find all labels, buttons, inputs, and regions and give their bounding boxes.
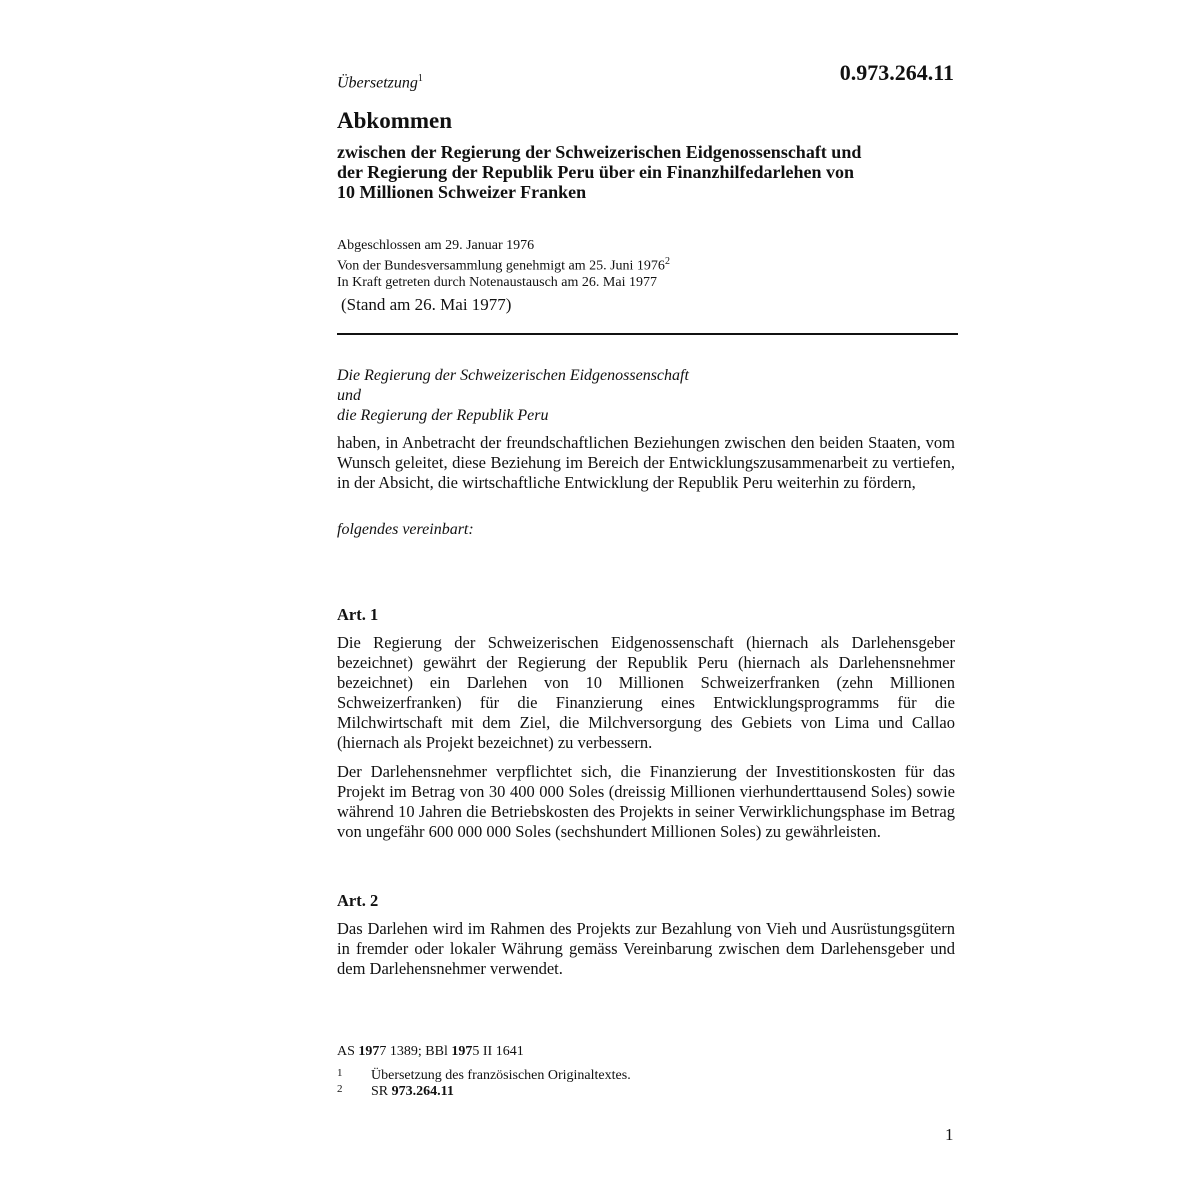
subtitle-line: zwischen der Regierung der Schweizerischen Eidgenossenschaft und bbox=[337, 142, 862, 162]
document-subtitle bbox=[337, 142, 957, 202]
document-title: Abkommen bbox=[337, 108, 453, 133]
article-paragraph: Das Darlehen wird im Rahmen des Projekts zur Bezahlung von Vieh und Ausrüstungsgütern in fremder oder lokaler Währung gemäss Vereinbarung zwischen dem Darlehensgeber und dem Darlehensnehmer verwendet. bbox=[337, 919, 955, 978]
party-line: und bbox=[337, 387, 361, 404]
preamble-paragraph: haben, in Anbetracht der freundschaftlichen Beziehungen zwischen den beiden Staaten, vom Wunsch geleitet, diese Beziehung im Bereich der Entwicklungszusammenarbeit zu vertiefen, in der Absicht, die wirtschaftliche Entwicklung der Republik Peru weiterhin zu fördern, bbox=[337, 433, 955, 492]
approved-date: Von der Bundesversammlung genehmigt am 25. Juni 1976$^2$ bbox=[337, 256, 670, 274]
subtitle-line: der Regierung der Republik Peru über ein Finanzhilfedarlehen von bbox=[337, 162, 855, 182]
footnote-mark: 1 bbox=[417, 73, 423, 84]
footnote-text: Übersetzung des französischen Originaltextes. bbox=[371, 1068, 631, 1083]
source-reference: AS 1977 1389; BBl 1975 II 1641 bbox=[337, 1044, 524, 1059]
footnote-number: 2 bbox=[337, 1083, 343, 1095]
page-number: 1 bbox=[945, 1125, 954, 1144]
translation-label: Übersetzung$^1$ bbox=[337, 73, 423, 92]
article-heading: Art. 2 bbox=[337, 891, 379, 910]
sr-number: 0.973.264.11 bbox=[839, 60, 954, 85]
party-line: die Regierung der Republik Peru bbox=[337, 407, 549, 424]
article-paragraph: Der Darlehensnehmer verpflichtet sich, die Finanzierung der Investitionskosten für das Projekt im Betrag von 30 400 000 Soles (dreissig Millionen vierhunderttausend Soles) sowie während 10 Jahren die Betriebskosten des Projekts in seiner Verwirklichungsphase im Betrag von ungefähr 600 000 000 Soles (sechshundert Millionen Soles) zu gewährleisten. bbox=[337, 762, 955, 841]
footnote-number: 1 bbox=[337, 1067, 343, 1079]
article-heading: Art. 1 bbox=[337, 605, 379, 624]
footnote: 2 SR 973.264.11 bbox=[337, 1083, 454, 1099]
in-force-date: In Kraft getreten durch Notenaustausch am 26. Mai 1977 bbox=[337, 274, 657, 290]
footnote-sr-number: 973.264.11 bbox=[391, 1084, 454, 1099]
article-paragraph: Die Regierung der Schweizerischen Eidgenossenschaft (hiernach als Darlehensgeber bezeichnet) gewährt der Regierung der Republik Peru (hiernach als Darlehensnehmer bezeichnet) ein Darlehen von 10 Millionen Schweizerfranken (zehn Millionen Schweizerfranken) für die Finanzierung eines Entwicklungsprogramms für die Milchwirtschaft mit dem Ziel, die Milchversorgung des Gebiets von Lima und Callao (hiernach als Projekt bezeichnet) zu verbessern. bbox=[337, 633, 955, 752]
preamble-closing: folgendes vereinbart: bbox=[337, 521, 474, 538]
subtitle-line: 10 Millionen Schweizer Franken bbox=[337, 182, 587, 202]
party-line: Die Regierung der Schweizerischen Eidgenossenschaft bbox=[337, 367, 689, 384]
concluded-date: Abgeschlossen am 29. Januar 1976 bbox=[337, 238, 535, 253]
footnote-mark: 2 bbox=[664, 256, 670, 267]
horizontal-rule bbox=[337, 333, 958, 335]
status-date: (Stand am 26. Mai 1977) bbox=[341, 295, 512, 314]
parties-block bbox=[337, 366, 689, 426]
metadata-block bbox=[337, 238, 670, 291]
